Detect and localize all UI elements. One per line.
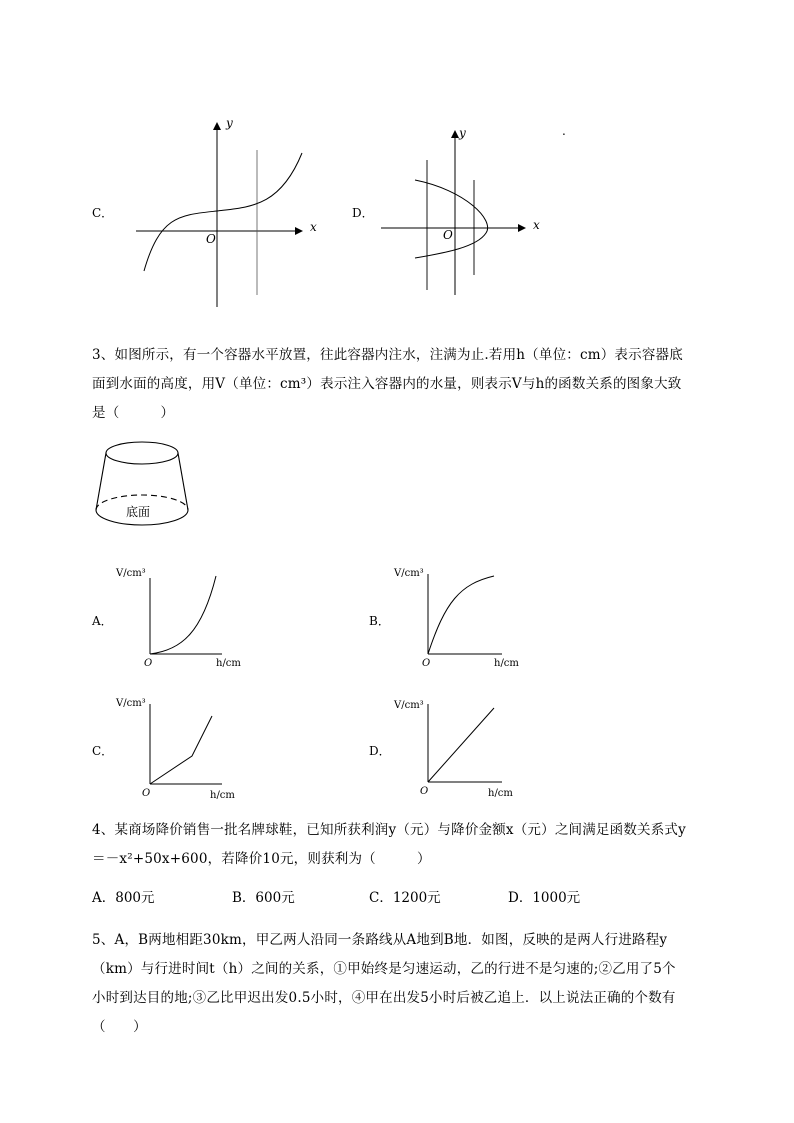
q3d-origin: O xyxy=(420,786,429,797)
q2-graph-d xyxy=(375,125,555,300)
q2c-x-label: x xyxy=(310,220,317,234)
q5-line-1: 5、A，B两地相距30km，甲乙两人沿同一条路线从A地到B地．如图，反映的是两人行进路程y xyxy=(92,932,668,948)
q3c-x-label: h/cm xyxy=(210,790,235,801)
q5-line-4: （ ） xyxy=(92,1019,147,1035)
q4-option-c: C．1200元 xyxy=(369,890,441,906)
q2c-y-label: y xyxy=(226,116,233,130)
q2c-origin-label: O xyxy=(206,232,216,246)
q3d-x-label: h/cm xyxy=(488,788,513,799)
q3b-x-label: h/cm xyxy=(494,658,519,669)
q2-option-c-label: C． xyxy=(92,206,114,220)
q3a-y-label: V/cm³ xyxy=(116,568,146,579)
q2-graph-c xyxy=(130,115,330,310)
container-right-side xyxy=(178,453,188,510)
q3-graph-b xyxy=(390,562,530,672)
q3d-line xyxy=(428,708,494,782)
q3b-curve xyxy=(428,576,494,654)
q2c-curve xyxy=(144,153,302,271)
q2d-x-label: x xyxy=(533,218,540,232)
q3-option-d-label: D． xyxy=(369,744,391,758)
q3c-y-label: V/cm³ xyxy=(116,698,146,709)
q4-text xyxy=(92,816,742,874)
q4-option-d: D．1000元 xyxy=(508,890,581,906)
q3-graph-c xyxy=(112,692,242,802)
q3-option-c-label: C． xyxy=(92,744,114,758)
q5-line-2: （km）与行进时间t（h）之间的关系，①甲始终是匀速运动，乙的行进不是匀速的;②乙用了5个 xyxy=(92,961,676,977)
q3c-origin: O xyxy=(142,788,151,799)
q4-option-a: A．800元 xyxy=(92,890,155,906)
q2d-origin-label: O xyxy=(443,228,453,242)
q2-option-d-label: D． xyxy=(352,206,374,220)
q3-option-a-label: A． xyxy=(92,614,113,628)
q3-option-b-label: B． xyxy=(369,614,390,628)
q3-container-figure xyxy=(90,438,200,538)
q5-text xyxy=(92,926,742,1042)
stray-dot: . xyxy=(562,124,566,138)
q3a-x-label: h/cm xyxy=(216,658,241,669)
q3b-y-label: V/cm³ xyxy=(394,568,424,579)
q4-line-2: ＝－x²+50x+600，若降价10元，则获利为（ ） xyxy=(92,851,431,867)
q3-graph-a xyxy=(112,562,241,672)
q5-line-3: 小时到达目的地;③乙比甲迟出发0.5小时，④甲在出发5小时后被乙追上．以上说法正确的个数有 xyxy=(92,990,676,1006)
q3a-origin: O xyxy=(144,658,153,669)
container-base-label: 底面 xyxy=(126,505,151,519)
q3-line-2: 面到水面的高度，用V（单位：cm³）表示注入容器内的水量，则表示V与h的函数关系的图象大致 xyxy=(92,376,682,392)
q3d-y-label: V/cm³ xyxy=(394,700,424,711)
q3b-origin: O xyxy=(422,658,431,669)
q3-graph-d xyxy=(390,692,530,802)
q3-line-1: 3、如图所示，有一个容器水平放置，往此容器内注水，注满为止.若用h（单位：cm）表示容器底 xyxy=(92,347,683,363)
q4-option-b: B．600元 xyxy=(232,890,295,906)
q4-line-1: 4、某商场降价销售一批名牌球鞋，已知所获利润y（元）与降价金额x（元）之间满足函数关系式y xyxy=(92,822,686,838)
q3-text xyxy=(92,341,742,428)
q2d-parabola xyxy=(415,180,488,258)
q3a-curve xyxy=(150,576,216,654)
q2d-y-label: y xyxy=(459,126,466,140)
q3c-polyline xyxy=(150,716,212,784)
container-top-rim xyxy=(106,442,178,464)
q3-line-3: 是（ ） xyxy=(92,405,175,421)
